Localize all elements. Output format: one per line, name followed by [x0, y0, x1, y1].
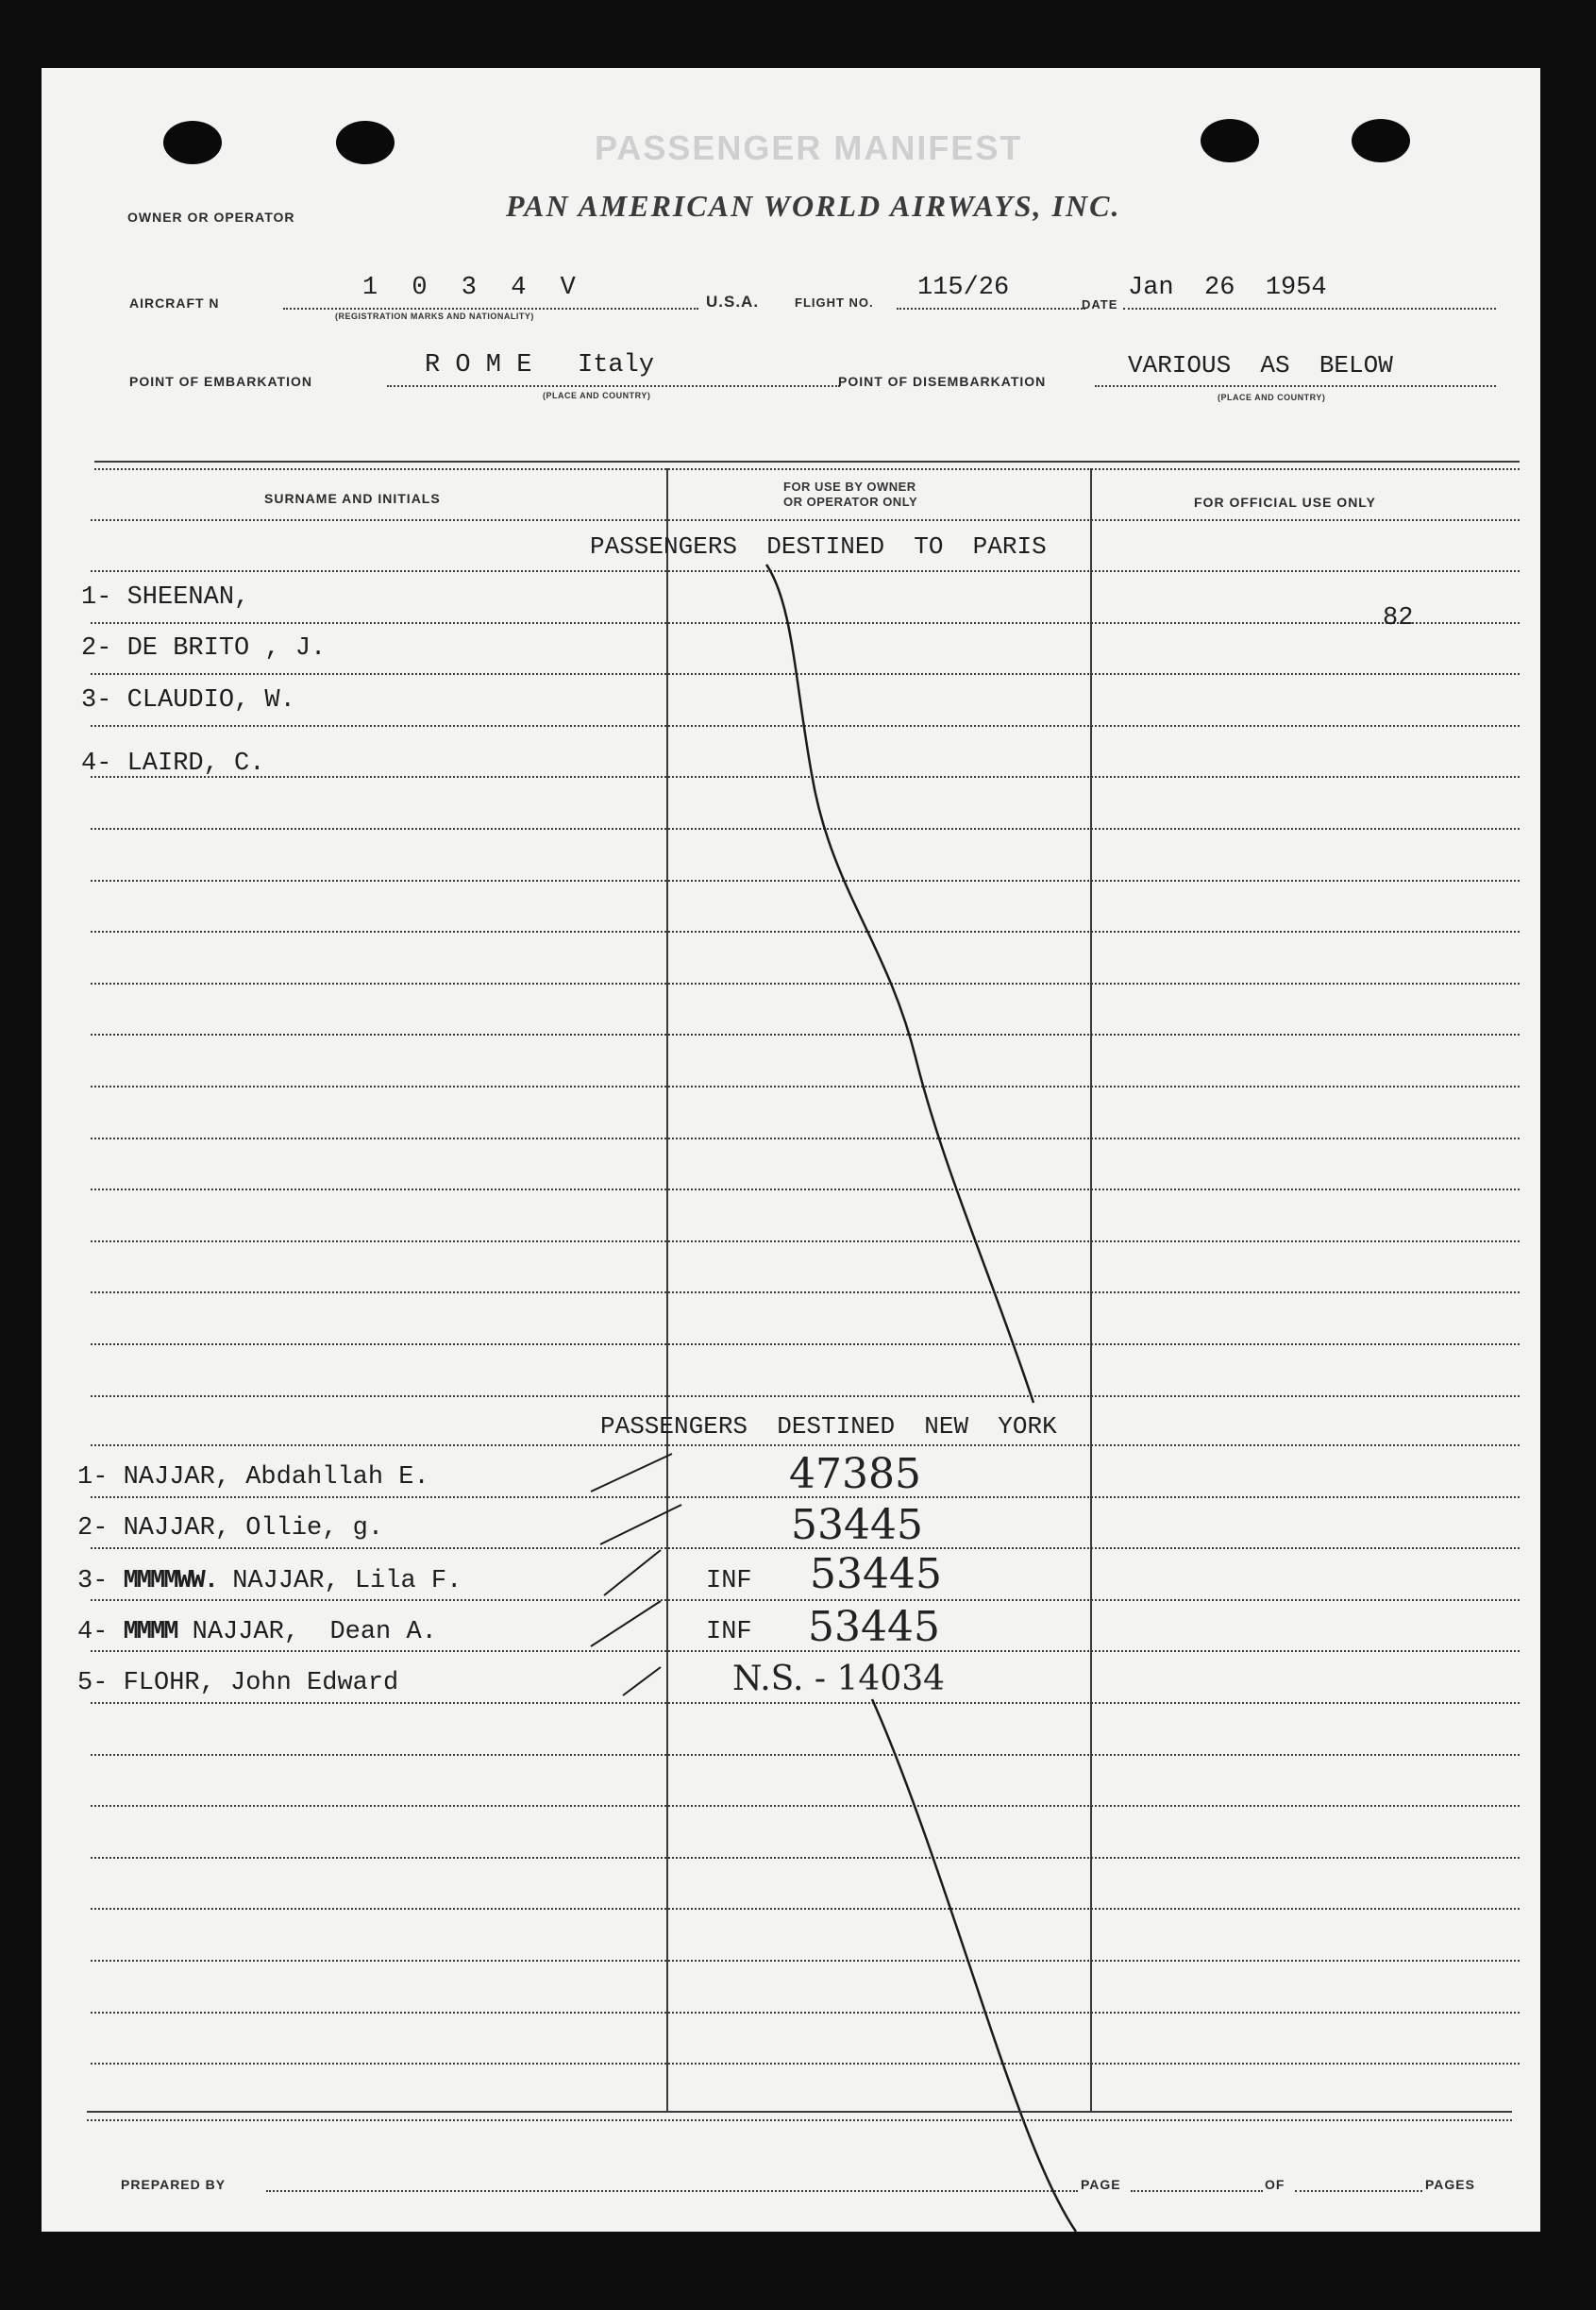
handwritten-number: N.S. - 14034	[732, 1660, 946, 1698]
list-item: 4- LAIRD, C.	[81, 750, 265, 778]
table-row-line	[91, 570, 1520, 572]
handwritten-number: 53445	[808, 1603, 940, 1651]
section-heading-paris: PASSENGERS DESTINED TO PARIS	[590, 532, 1047, 561]
table-row-line	[91, 1650, 1520, 1652]
column-surname: SURNAME AND INITIALS	[264, 491, 441, 506]
table-bottom-rule-2	[87, 2119, 1512, 2121]
of-underline	[1295, 2190, 1422, 2192]
place-country-note: (PLACE AND COUNTRY)	[543, 391, 651, 400]
embarkation-label: POINT OF EMBARKATION	[129, 374, 312, 389]
table-row-line	[91, 1395, 1520, 1397]
table-row-line	[91, 1086, 1520, 1088]
flight-label: FLIGHT NO.	[795, 295, 874, 310]
aircraft-underline	[283, 308, 698, 310]
disembarkation-underline	[1095, 385, 1496, 387]
table-top-rule	[94, 461, 1520, 463]
official-mark: 82	[1383, 604, 1414, 632]
table-row-line	[91, 725, 1520, 727]
table-row-line	[91, 2012, 1520, 2014]
table-row-line	[91, 1908, 1520, 1910]
punch-hole	[1201, 119, 1259, 162]
table-row-line	[91, 673, 1520, 675]
pages-label: PAGES	[1425, 2177, 1475, 2192]
table-row-line	[91, 519, 1520, 521]
page-label: PAGE	[1081, 2177, 1121, 2192]
page-underline	[1131, 2190, 1263, 2192]
punch-hole	[163, 121, 222, 164]
punch-hole	[336, 121, 395, 164]
table-row-line	[91, 622, 1520, 624]
embarkation-underline	[387, 385, 840, 387]
place-country-note-2: (PLACE AND COUNTRY)	[1218, 393, 1326, 402]
list-item: 4- MMMM NAJJAR, Dean A.	[77, 1618, 437, 1646]
of-label: OF	[1265, 2177, 1285, 2192]
form-title: PASSENGER MANIFEST	[595, 128, 1023, 167]
table-row-line	[91, 1138, 1520, 1139]
table-row-line	[91, 1857, 1520, 1859]
table-row-line	[91, 1960, 1520, 1962]
table-row-line	[91, 931, 1520, 933]
prepared-label: PREPARED BY	[121, 2177, 227, 2192]
list-item: 1- SHEENAN,	[81, 583, 250, 612]
list-item: 3- MMMMWW. NAJJAR, Lila F.	[77, 1567, 462, 1595]
column-divider-2	[1090, 468, 1092, 2113]
list-item: 1- NAJJAR, Abdahllah E.	[77, 1463, 429, 1492]
handwritten-number: 47385	[789, 1450, 921, 1498]
passenger-type: INF	[706, 1567, 752, 1595]
table-row-line	[91, 1291, 1520, 1293]
table-row-line	[91, 828, 1520, 830]
table-bottom-rule	[87, 2111, 1512, 2113]
punch-hole	[1352, 119, 1410, 162]
column-divider-1	[666, 468, 668, 2113]
column-owner-use-1: FOR USE BY OWNER	[783, 480, 916, 494]
list-item: 3- CLAUDIO, W.	[81, 686, 295, 715]
table-row-line	[91, 983, 1520, 985]
handwritten-number: 53445	[810, 1550, 942, 1598]
flight-underline	[897, 308, 1085, 310]
list-item: 2- DE BRITO , J.	[81, 634, 327, 663]
column-official-use: FOR OFFICIAL USE ONLY	[1194, 495, 1376, 510]
section-heading-newyork: PASSENGERS DESTINED NEW YORK	[600, 1412, 1057, 1441]
registration-note: (REGISTRATION MARKS AND NATIONALITY)	[335, 312, 534, 321]
table-row-line	[91, 880, 1520, 882]
table-row-line	[91, 1189, 1520, 1190]
handwritten-number: 53445	[791, 1501, 923, 1549]
table-row-line	[91, 1034, 1520, 1036]
table-top-rule-2	[94, 468, 1520, 470]
table-row-line	[91, 1240, 1520, 1242]
passenger-type: INF	[706, 1618, 752, 1646]
table-row-line	[91, 776, 1520, 778]
list-item: 2- NAJJAR, Ollie, g.	[77, 1514, 384, 1543]
disembarkation-value: VARIOUS AS BELOW	[1128, 351, 1393, 379]
date-value: Jan 26 1954	[1128, 274, 1327, 302]
table-row-line	[91, 1599, 1520, 1601]
list-item: 5- FLOHR, John Edward	[77, 1669, 399, 1697]
table-row-line	[91, 1805, 1520, 1807]
operator-name: PAN AMERICAN WORLD AIRWAYS, INC.	[506, 189, 1121, 223]
table-row-line	[91, 1444, 1520, 1446]
aircraft-value: 1 0 3 4 V	[362, 274, 585, 302]
table-row-line	[91, 1754, 1520, 1756]
embarkation-value: R O M E Italy	[425, 351, 655, 379]
flight-value: 115/26	[917, 274, 1010, 302]
prepared-underline	[266, 2190, 1078, 2192]
usa-label: U.S.A.	[706, 293, 760, 311]
owner-label: OWNER OR OPERATOR	[127, 210, 295, 225]
column-owner-use-2: OR OPERATOR ONLY	[783, 495, 918, 509]
aircraft-label: AIRCRAFT N	[129, 295, 220, 311]
table-row-line	[91, 2063, 1520, 2065]
disembarkation-label: POINT OF DISEMBARKATION	[838, 374, 1047, 389]
date-underline	[1123, 308, 1496, 310]
table-row-line	[91, 1343, 1520, 1345]
date-label: DATE	[1082, 297, 1118, 312]
table-row-line	[91, 1702, 1520, 1704]
